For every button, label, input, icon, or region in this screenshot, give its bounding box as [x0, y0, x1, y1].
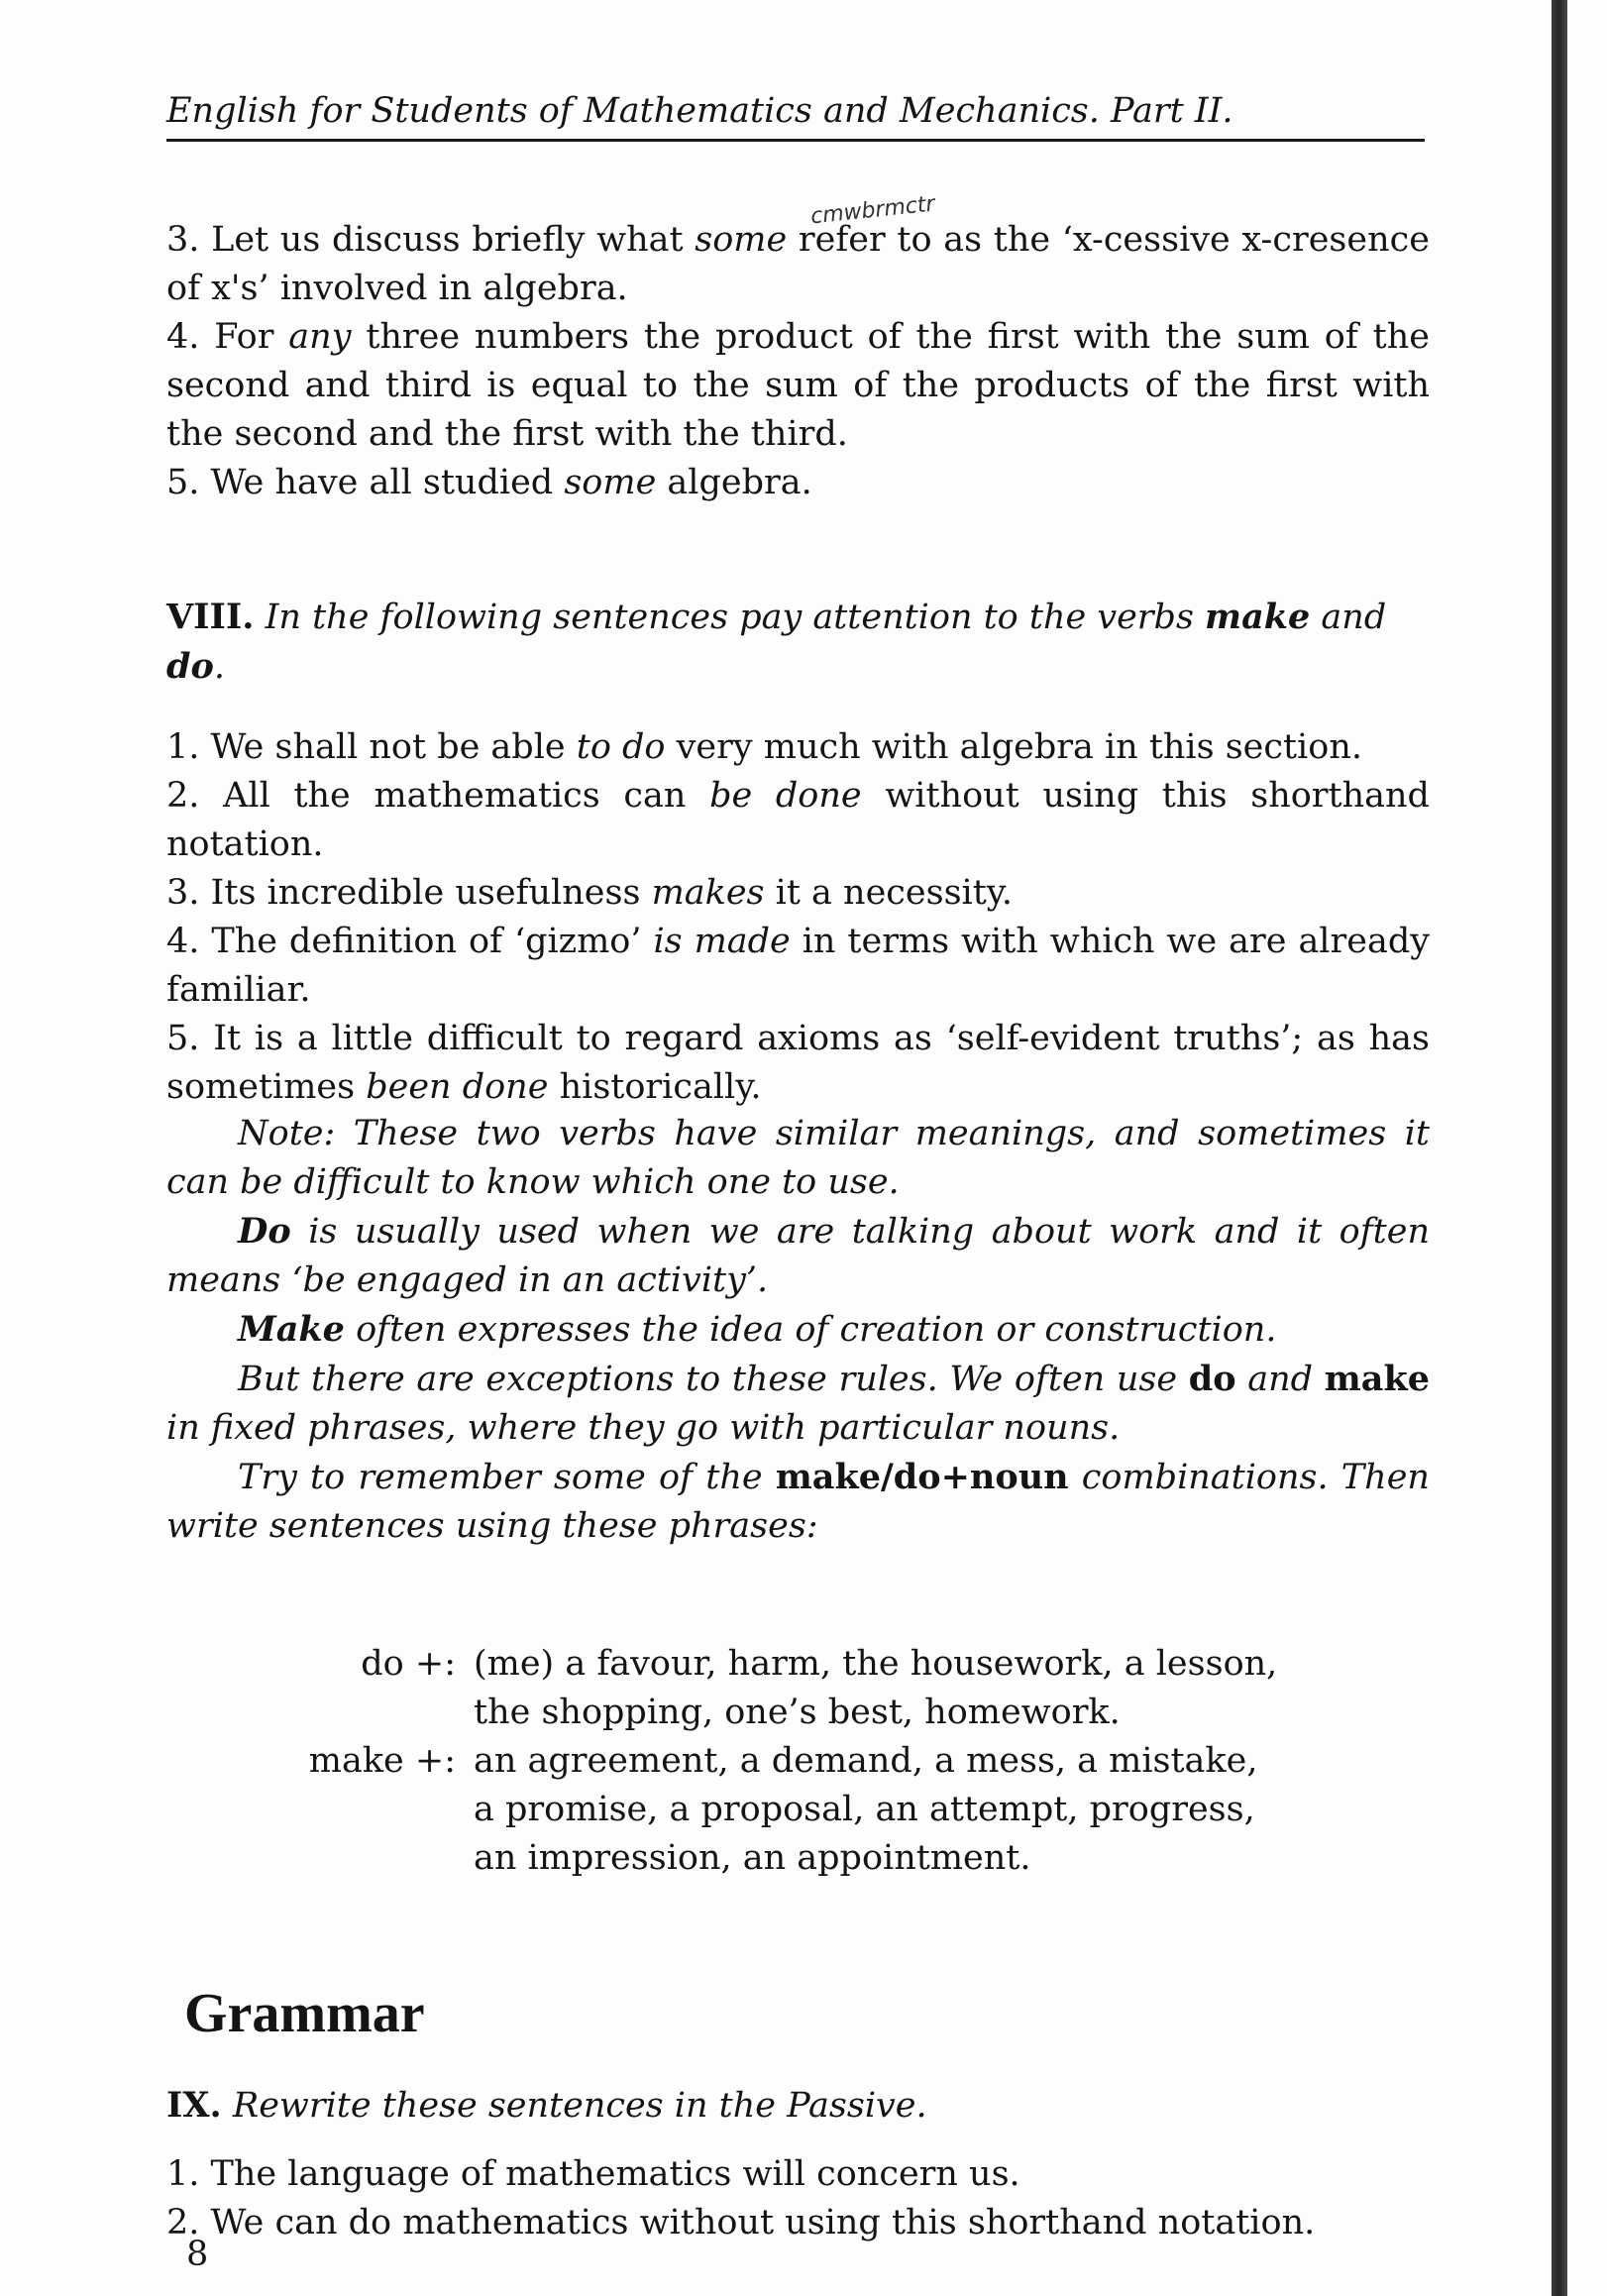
exercise-viii-heading: VIII. In the following sentences pay attention to the verbs make and do.: [166, 597, 1387, 687]
phrase-row-do: [166, 1640, 1286, 1737]
list-item: 5. We have all studied some algebra.: [166, 463, 812, 502]
phrase-label: do +:: [361, 1644, 456, 1684]
phrase-text: (me) a favour, harm, the housework, a lesson, the shopping, one’s best, homework.: [474, 1644, 1278, 1732]
usage-note: [166, 1110, 1430, 1551]
list-item: 2. We can do mathematics without using this shorthand notation.: [166, 2203, 1316, 2242]
note-paragraph: Make often expresses the idea of creation or construction.: [238, 1309, 1277, 1350]
running-header: English for Students of Mathematics and Mechanics. Part II.: [166, 89, 1425, 142]
page: [166, 89, 1430, 2274]
list-item: 1. The language of mathematics will concern us.: [166, 2154, 1020, 2194]
note-paragraph: Try to remember some of the make/do+noun combinations. Then write sentences using these phrases:: [166, 1457, 1430, 1546]
previous-exercise-items: [166, 216, 1430, 507]
phrase-text: an agreement, a demand, a mess, a mistake, a promise, a proposal, an attempt, progress, an impression, an appointment.: [474, 1741, 1258, 1878]
list-item: 3. Let us discuss briefly what some refer to as the ‘x-cessive x-cresence of x's’ involved in algebra.: [166, 220, 1430, 308]
page-number: 8: [186, 2235, 209, 2274]
phrase-row-make: [166, 1737, 1286, 1883]
section-title-grammar: Grammar: [184, 1983, 425, 2044]
list-item: 1. We shall not be able to do very much with algebra in this section.: [166, 727, 1362, 767]
handwritten-annotation: cmwbrmctr: [809, 191, 936, 230]
note-paragraph: But there are exceptions to these rules. We often use do and make in fixed phrases, where they go with particular nouns.: [166, 1359, 1430, 1448]
note-paragraph: Do is usually used when we are talking about work and it often means ‘be engaged in an activity’.: [166, 1211, 1430, 1300]
list-item: 4. The definition of ‘gizmo’ is made in terms with which we are already familiar.: [166, 922, 1430, 1010]
list-item: 5. It is a little difficult to regard axioms as ‘self-evident truths’; as has sometimes been done historically.: [166, 1019, 1430, 1107]
exercise-viii-items: [166, 723, 1430, 1112]
book-spine-shadow: [1552, 0, 1567, 2296]
phrase-list: [166, 1640, 1286, 1883]
list-item: 2. All the mathematics can be done without using this shorthand notation.: [166, 776, 1430, 864]
phrase-label: make +:: [308, 1741, 456, 1781]
list-item: 3. Its incredible usefulness makes it a necessity.: [166, 873, 1014, 913]
exercise-ix-heading: IX. Rewrite these sentences in the Passive.: [166, 2085, 927, 2126]
note-paragraph: Note: These two verbs have similar meanings, and sometimes it can be difficult to know which one to use.: [166, 1114, 1430, 1202]
exercise-ix-items: [166, 2150, 1430, 2247]
list-item: 4. For any three numbers the product of the first with the sum of the second and third is equal to the sum of the products of the first with the second and the first with the third.: [166, 317, 1430, 454]
